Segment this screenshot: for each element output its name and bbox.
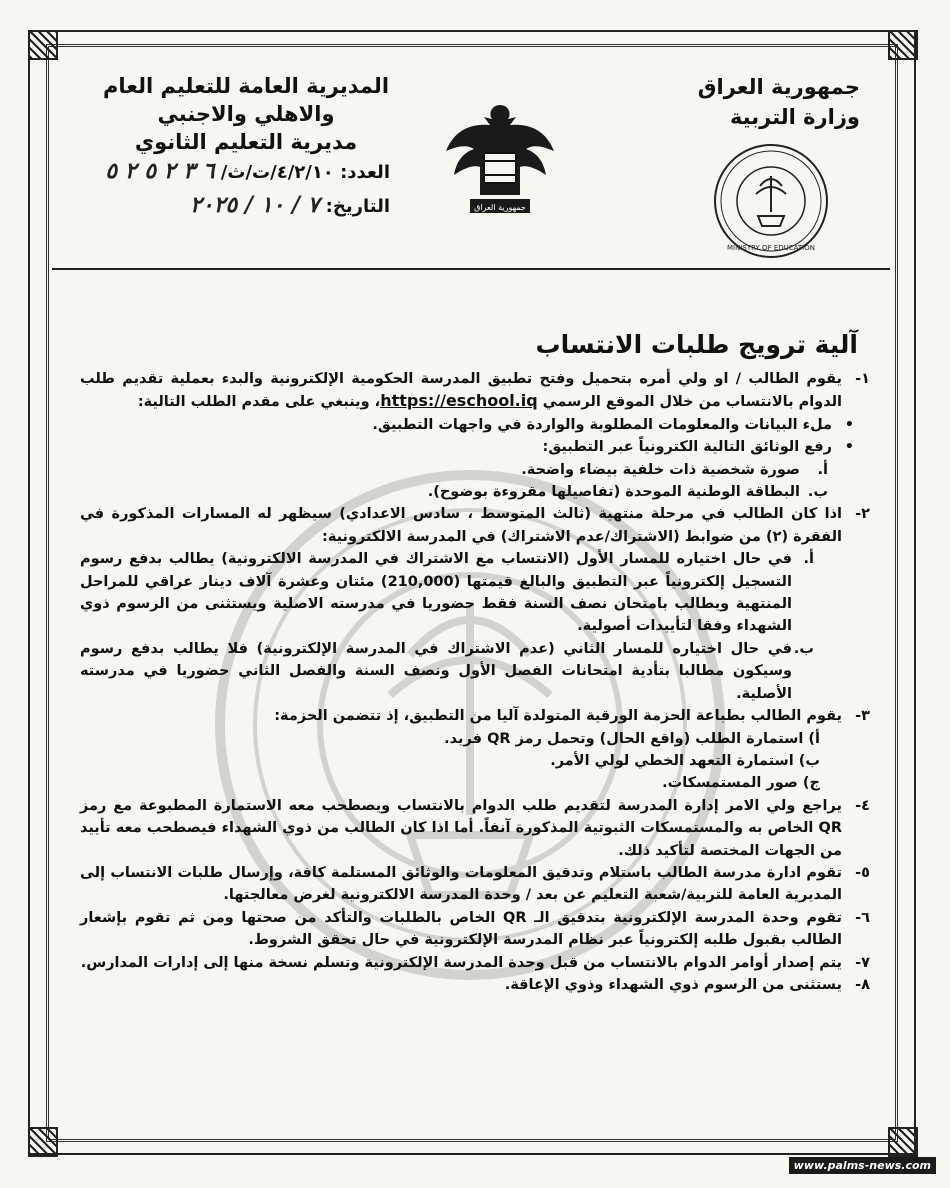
ministry-seal-icon [712,142,830,260]
clause-1-subitem [80,481,870,503]
clause-text: يقوم الطالب بطباعة الحزمة الورقية المتولدة آليا من التطبيق، إذ تتضمن الحزمة: [274,708,842,725]
clause-number: ٤- [855,797,870,814]
clause-text: يتم إصدار أوامر الدوام بالانتساب من قبل وحدة المدرسة الإلكترونية وتسلم نسخة منها إلى إدارات المدارس. [80,954,842,971]
subitem-marker: أ. [817,461,828,478]
clause-4 [80,795,870,862]
clause-1-subitem [80,459,870,481]
clause-3 [80,705,870,727]
reference-date-label: التاريخ: [325,196,390,217]
clause-number: ٢- [855,506,870,523]
header-ministry-name: وزارة التربية [729,105,860,129]
clause-text-tail: ، وينبغي على مقدم الطلب التالية: [137,394,381,411]
clause-2-subitem [80,638,870,705]
clause-number: ٨- [855,976,870,993]
reference-number-value: ٦ ٣ ٢ ٥ ٢ ٥ [105,158,215,184]
reference-number [60,158,390,184]
clause-text: تقوم وحدة المدرسة الإلكترونية بتدقيق الـ QR الخاص بالطلبات والتأكد من صحتها ومن ثم تقوم بإشعار الطالب بقبول طلبه إلكترونياً عبر نظام المدرسة الإلكترونية في حال تحقق الشروط. [80,909,842,949]
corner-ornament [28,1127,58,1157]
subitem-text: في حال اختياره للمسار الثاني (عدم الاشتراك في المدرسة الإلكترونية) فلا يطالب بدفع رسوم وسيكون مطالبا بتأدية امتحانات الفصل الأول ونصف السنة والفصل الثاني حضوريا في مدرسته الأصلية. [80,640,792,702]
reference-number-label: العدد: ٤/٢/١٠/ت/ث/ [220,162,390,183]
header-directorate [96,72,396,156]
source-watermark-url: www.palms-news.com [789,1157,936,1174]
clause-2 [80,503,870,548]
subitem-marker: أ. [803,551,814,568]
clause-number: ٦- [855,909,870,926]
clause-text: يستثنى من الرسوم ذوي الشهداء وذوي الإعاقة. [504,976,842,993]
header-ministry [680,72,860,132]
subitem-marker: ب. [793,640,814,657]
clause-text: يقوم الطالب / او ولي أمره بتحميل وفتح تطبيق المدرسة الحكومية الإلكترونية والبدء بعملية تقديم طلب الدوام بالانتساب من خلال الموقع الرسمي [80,371,842,411]
header-directorate-line: مديرية التعليم الثانوي [134,130,358,154]
subitem-text: البطاقة الوطنية الموحدة (تفاصيلها مقروءة بوضوح). [427,484,800,501]
header-divider [52,268,890,270]
document-title: آلية ترويج طلبات الانتساب [535,330,858,359]
bullet-text: ملء البيانات والمعلومات المطلوبة والواردة في واجهات التطبيق. [372,416,832,433]
clause-1 [80,368,870,414]
clause-1-bullet [80,414,870,436]
subitem-text: صورة شخصية ذات خلفية بيضاء واضحة. [521,461,800,478]
reference-date [110,192,390,218]
eagle-emblem-icon [440,95,560,220]
document-body [80,368,870,996]
corner-ornament [888,1127,918,1157]
corner-ornament [888,30,918,60]
clause-number: ٧- [855,954,870,971]
header-directorate-line: المديرية العامة للتعليم العام [102,74,390,98]
clause-3-subitem: ب) استمارة التعهد الخطي لولي الأمر. [550,752,820,769]
clause-1-bullet [80,436,870,458]
clause-2-subitem [80,548,870,638]
header-country: جمهورية العراق [697,75,860,99]
clause-text: اذا كان الطالب في مرحلة منتهية (ثالث المتوسط ، سادس الاعدادي) سيظهر له المسارات المذكورة في الفقرة (٢) من ضوابط (الاشتراك/عدم الاشتراك) في المدرسة الالكترونية: [80,506,842,545]
reference-date-value: ٧ / ١٠ / ٢٠٢٥ [189,192,320,218]
subitem-marker: ب. [807,484,828,501]
seal-caption: MINISTRY OF EDUCATION [727,244,815,252]
clause-8 [80,974,870,996]
clause-5 [80,862,870,907]
clause-3-subitem: أ) استمارة الطلب (واقع الحال) وتحمل رمز QR فريد. [444,730,820,747]
emblem-caption: جمهورية العراق [474,203,526,212]
bullet-text: رفع الوثائق التالية الكترونياً عبر التطبيق: [542,439,832,456]
subitem-text: في حال اختياره للمسار الأول (الانتساب مع الاشتراك في المدرسة الالكترونية) يطالب بدفع رسوم التسجيل إلكترونياً عبر التطبيق والبالغ قيمتها (210,000) مئتان وعشرة آلاف دينار عراقي للمراحل المنتهية ويطالب بامتحان نصف السنة فقط حضوريا في مدرسته الاصلية ويستثنى من الرسوم ذوي الشهداء وفقا لتأييدات أصولية. [80,551,792,635]
clause-number: ١- [855,371,870,387]
clause-3-subitem: ج) صور المستمسكات. [662,775,820,792]
clause-number: ٣- [855,708,870,725]
header-directorate-line: والاهلي والاجنبي [157,102,335,126]
clause-7 [80,952,870,974]
corner-ornament [28,30,58,60]
eschool-link[interactable]: https://eschool.iq [380,391,538,411]
clause-6 [80,907,870,952]
clause-text: يراجع ولي الامر إدارة المدرسة لتقديم طلب الدوام بالانتساب ويصطحب معه الاستمارة المطبوعة مع رمز QR الخاص به والمستمسكات الثبوتية المذكورة آنفاً. أما اذا كان الطالب من ذوي الشهداء فيصطحب معه تأييد من الجهات المختصة لتأكيد ذلك. [80,797,842,859]
clause-number: ٥- [855,864,870,881]
clause-text: تقوم ادارة مدرسة الطالب باستلام وتدقيق المعلومات والوثائق المستلمة كافة، وإرسال طلبات الانتساب إلى المديرية العامة للتربية/شعبة التعليم عن بعد / وحدة المدرسة الالكترونية لغرض معالجتها. [80,864,842,904]
